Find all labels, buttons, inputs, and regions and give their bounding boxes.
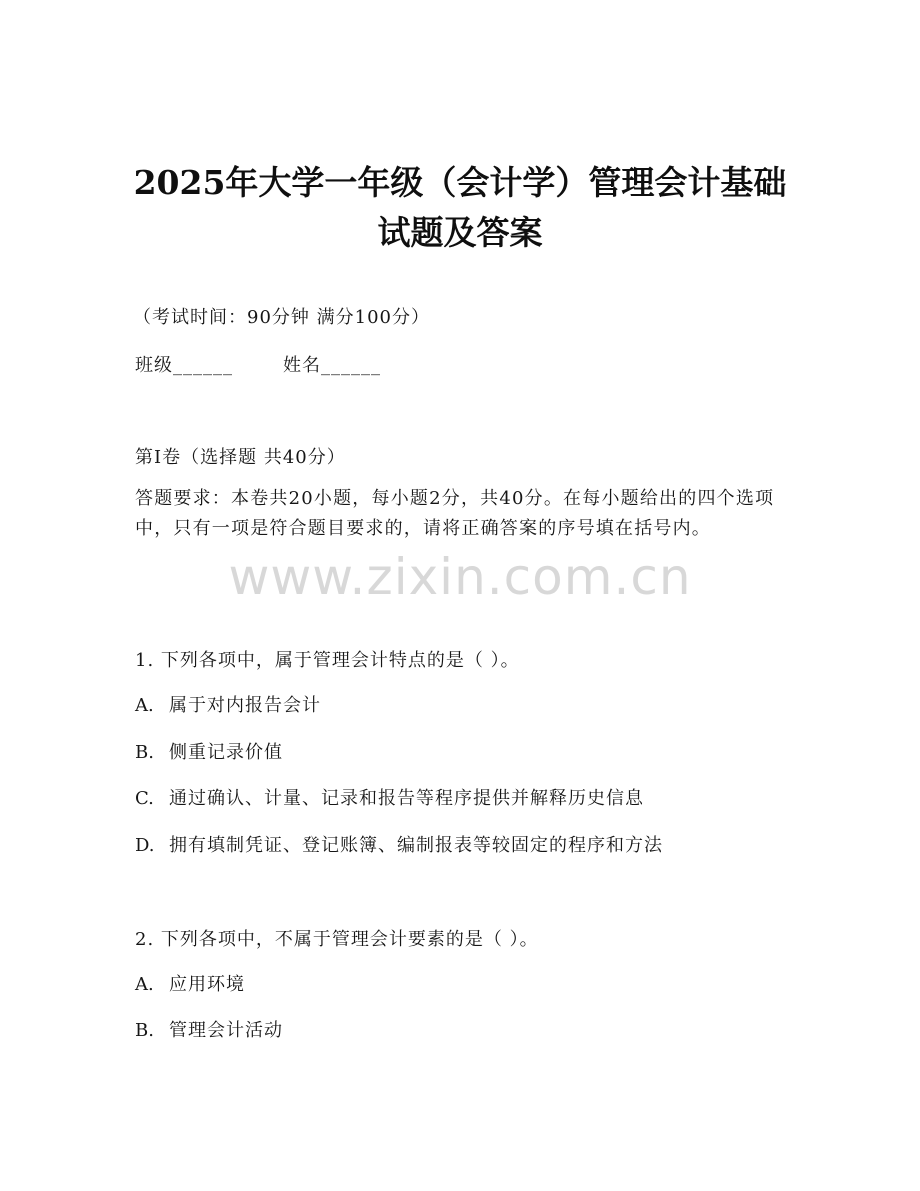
question-1-option-a <box>135 691 321 717</box>
question-1-option-c <box>135 784 644 810</box>
question-2-option-a <box>135 970 245 996</box>
name-field: 姓名______ <box>283 355 381 376</box>
option-letter: C. <box>135 788 154 809</box>
question-2-stem: 2. 下列各项中，不属于管理会计要素的是（ ）。 <box>135 929 539 950</box>
answer-instructions: 答题要求：本卷共20小题，每小题2分，共40分。在每小题给出的四个选项中，只有一项是符合题目要求的，请将正确答案的序号填在括号内。 <box>135 488 775 539</box>
option-text: 侧重记录价值 <box>169 742 283 763</box>
option-text: 通过确认、计量、记录和报告等程序提供并解释历史信息 <box>169 788 644 809</box>
option-letter: B. <box>135 742 154 763</box>
option-text: 应用环境 <box>169 974 245 995</box>
option-letter: D. <box>135 835 155 856</box>
option-letter: A. <box>135 695 154 716</box>
option-text: 拥有填制凭证、登记账簿、编制报表等较固定的程序和方法 <box>169 835 663 856</box>
exam-time-and-score: （考试时间：90分钟 满分100分） <box>133 307 430 328</box>
student-info-row <box>135 351 381 377</box>
option-text: 属于对内报告会计 <box>169 695 321 716</box>
option-letter: A. <box>135 974 154 995</box>
watermark: www.zixin.com.cn <box>228 548 692 606</box>
question-2-option-b <box>135 1016 283 1042</box>
option-letter: B. <box>135 1020 154 1041</box>
question-1-option-b <box>135 738 283 764</box>
question-1-stem: 1. 下列各项中，属于管理会计特点的是（ ）。 <box>135 650 520 671</box>
section-heading: 第I卷（选择题 共40分） <box>135 447 346 468</box>
class-field: 班级______ <box>135 355 233 376</box>
document-title-line-1: 2025年大学一年级（会计学）管理会计基础 <box>133 163 787 202</box>
question-1-option-d <box>135 831 663 857</box>
option-text: 管理会计活动 <box>169 1020 283 1041</box>
document-title-line-2: 试题及答案 <box>377 213 543 252</box>
